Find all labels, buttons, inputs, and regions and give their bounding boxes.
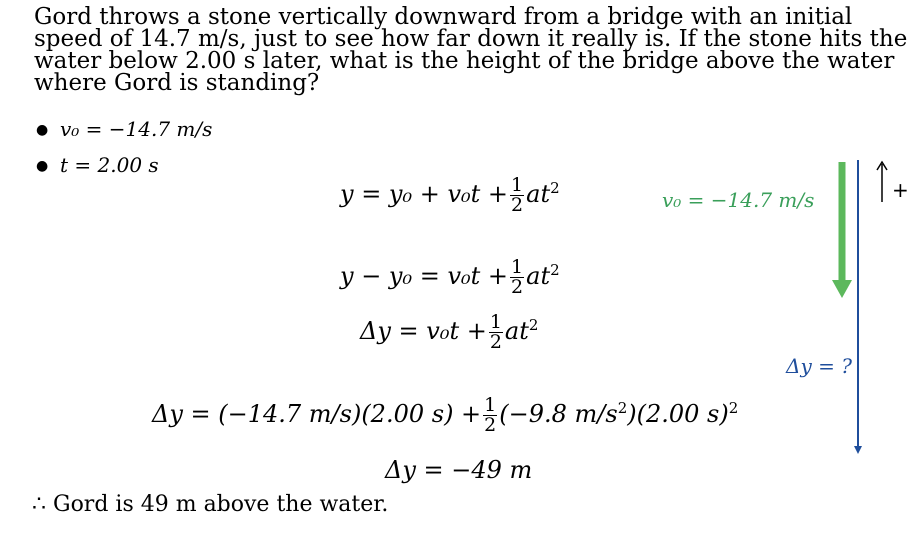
displacement-arrow-head — [854, 446, 862, 454]
frac-den: 2 — [511, 276, 524, 298]
equation-kinematic — [340, 176, 560, 215]
equation-rearranged — [340, 258, 560, 297]
frac-num: 1 — [484, 394, 497, 416]
problem-statement: Gord throws a stone vertically downward from a bridge with an initial speed of 14.7 m/s, just to see how far down it really is. If the stone hits the water below 2.00 s later, what is the height of the bridge above the water where Gord is standing? — [34, 4, 908, 96]
frac-den: 2 — [484, 414, 497, 436]
given-v0 — [36, 117, 212, 141]
given-t — [36, 153, 159, 177]
frac-den: 2 — [511, 194, 524, 216]
dy-diagram-label: Δy = ? — [786, 354, 852, 378]
equation-displacement — [360, 313, 538, 352]
eq4-part-c: )(2.00 s) — [627, 400, 729, 428]
bullet-icon: ● — [36, 158, 49, 174]
given-t-text: t = 2.00 s — [60, 153, 159, 177]
half-fraction — [483, 396, 497, 435]
conclusion: ∴ Gord is 49 m above the water. — [32, 492, 389, 517]
eq4-part-a: Δy = (−14.7 m/s)(2.00 s) + — [152, 400, 482, 428]
eq4-part-b: (−9.8 m/s — [499, 400, 618, 428]
given-v0-text: v₀ = −14.7 m/s — [60, 117, 213, 141]
eq1-sq: 2 — [550, 179, 560, 197]
eq3-sq: 2 — [528, 316, 539, 334]
v0-diagram-label: v₀ = −14.7 m/s — [662, 188, 815, 212]
result-text: Δy = −49 m — [385, 456, 533, 484]
eq3-lhs: Δy = v₀t + — [360, 317, 487, 345]
eq1-lhs: y = y₀ + v₀t + — [340, 180, 509, 208]
eq2-at: at — [526, 262, 551, 290]
frac-num: 1 — [511, 256, 524, 278]
velocity-arrow-head — [832, 280, 852, 298]
equation-substitution — [152, 396, 738, 435]
eq4-sq2: 2 — [728, 399, 739, 417]
half-fraction — [489, 313, 503, 352]
eq1-at: at — [526, 180, 551, 208]
eq2-sq: 2 — [550, 261, 560, 279]
eq3-at: at — [504, 317, 529, 345]
bullet-icon: ● — [36, 122, 49, 138]
eq4-sq1: 2 — [617, 399, 628, 417]
half-fraction — [510, 176, 524, 215]
half-fraction — [510, 258, 524, 297]
equation-result — [385, 456, 532, 484]
frac-num: 1 — [511, 174, 524, 196]
eq2-lhs: y − y₀ = v₀t + — [340, 262, 509, 290]
positive-direction-label: + — [892, 178, 909, 202]
motion-diagram — [820, 150, 920, 470]
frac-num: 1 — [489, 311, 502, 333]
frac-den: 2 — [489, 331, 502, 353]
